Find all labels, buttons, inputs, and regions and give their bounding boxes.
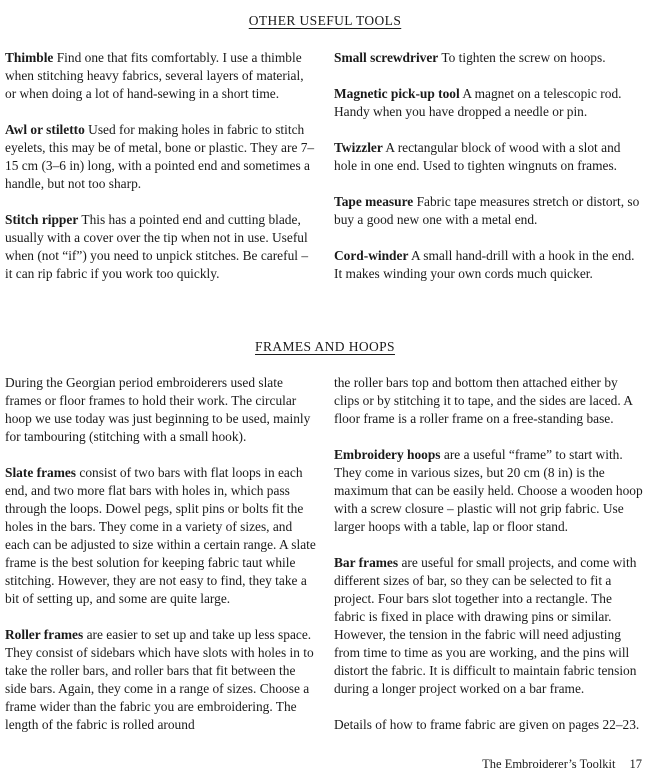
text-roller-frames: are easier to set up and take up less space. They consist of sidebars which have slots with holes in to take the roller bars, and roller bars that fit between the side bars. Again, they come in a range of sizes. Choose a frame wider than the fabric you are embroidering. The length of the fabric is rolled around [5, 627, 314, 732]
text-screwdriver: To tighten the screw on hoops. [438, 50, 606, 65]
paragraph-thimble [5, 49, 317, 103]
paragraph-details [334, 716, 646, 734]
page-number: 17 [629, 757, 642, 771]
section-heading-frames: FRAMES AND HOOPS [255, 339, 395, 354]
frames-column-left [5, 374, 317, 752]
term-thimble: Thimble [5, 50, 54, 65]
paragraph-embroidery-hoops [334, 446, 646, 536]
text-stitch-ripper: This has a pointed end and cutting blade, usually with a cover over the tip when not in use. Useful when (not “if”) you need to unpick stitches. Be careful – it can rip fabric if you work too quickly. [5, 212, 309, 281]
paragraph-magnetic-tool [334, 85, 646, 121]
page-footer [482, 757, 642, 772]
paragraph-roller-continued [334, 374, 646, 428]
text-bar-frames: are useful for small projects, and come with different sizes of bar, so they can be selected to fit a project. Four bars slot together into a rectangle. The fabric is fixed in place with drawing pins or similar. However, the tension in the fabric will need adjusting from time to time as you are working, and the pins will distort the fabric. It is difficult to maintain fabric tension during a longer project worked on a bar frame. [334, 555, 637, 696]
term-screwdriver: Small screwdriver [334, 50, 439, 65]
term-stitch-ripper: Stitch ripper [5, 212, 79, 227]
paragraph-stitch-ripper [5, 211, 317, 283]
term-tape-measure: Tape measure [334, 194, 414, 209]
paragraph-roller-frames [5, 626, 317, 734]
term-twizzler: Twizzler [334, 140, 383, 155]
text-details: Details of how to frame fabric are given on pages 22–23. [334, 717, 640, 732]
term-slate-frames: Slate frames [5, 465, 77, 480]
text-georgian-intro: During the Georgian period embroiderers used slate frames or floor frames to hold their work. The circular hoop we use today was just beginning to be used, mainly for tambouring (stitching with a small hook). [5, 375, 311, 444]
term-bar-frames: Bar frames [334, 555, 399, 570]
term-cord-winder: Cord-winder [334, 248, 409, 263]
term-roller-frames: Roller frames [5, 627, 84, 642]
term-embroidery-hoops: Embroidery hoops [334, 447, 441, 462]
text-cord-winder: A small hand-drill with a hook in the end. It makes winding your own cords much quicker. [334, 248, 635, 281]
paragraph-georgian-intro [5, 374, 317, 446]
text-magnetic-tool: A magnet on a telescopic rod. Handy when you have dropped a needle or pin. [334, 86, 622, 119]
term-awl: Awl or stiletto [5, 122, 85, 137]
text-twizzler: A rectangular block of wood with a slot and hole in one end. Used to tighten wingnuts on frames. [334, 140, 621, 173]
section-heading-tools: OTHER USEFUL TOOLS [248, 13, 402, 28]
text-embroidery-hoops: are a useful “frame” to start with. They come in various sizes, but 20 cm (8 in) is the maximum that can be easily held. Choose a wooden hoop with a screw closure – plastic will not grip fabric. Use larger hoops with a table, lap or floor stand. [334, 447, 643, 534]
paragraph-bar-frames [334, 554, 646, 698]
frames-column-right [334, 374, 646, 752]
text-thimble: Find one that fits comfortably. I use a thimble when stitching heavy fabrics, several layers of material, or when doing a lot of hand-sewing in a short time. [5, 50, 304, 101]
text-slate-frames: consist of two bars with flat loops in each end, and two more flat bars with holes in, which pass through the loops. Dowel pegs, split pins or bolts fit the holes in the bars. They come in a variety of sizes, and each can be adjusted to size within a certain range. A slate frame is the best solution for keeping fabric taut while stitching. However, they are not easy to find, they take a bit of setting up, and some are quite large. [5, 465, 316, 606]
tools-column-left [5, 49, 317, 301]
footer-book-title: The Embroiderer’s Toolkit [482, 757, 616, 771]
text-roller-continued: the roller bars top and bottom then attached either by clips or by stitching it to tape, and the sides are laced. A floor frame is a roller frame on a free-standing base. [334, 375, 633, 426]
paragraph-cord-winder [334, 247, 646, 283]
paragraph-screwdriver [334, 49, 646, 67]
text-awl: Used for making holes in fabric to stitch eyelets, this may be of metal, bone or plastic. They are 7–15 cm (3–6 in) long, with a pointed end and sometimes a handle, but not too sharp. [5, 122, 315, 191]
tools-column-right [334, 49, 646, 301]
paragraph-twizzler [334, 139, 646, 175]
term-magnetic-tool: Magnetic pick-up tool [334, 86, 460, 101]
text-tape-measure: Fabric tape measures stretch or distort, so buy a good new one with a metal end. [334, 194, 640, 227]
paragraph-tape-measure [334, 193, 646, 229]
paragraph-slate-frames [5, 464, 317, 608]
paragraph-awl [5, 121, 317, 193]
